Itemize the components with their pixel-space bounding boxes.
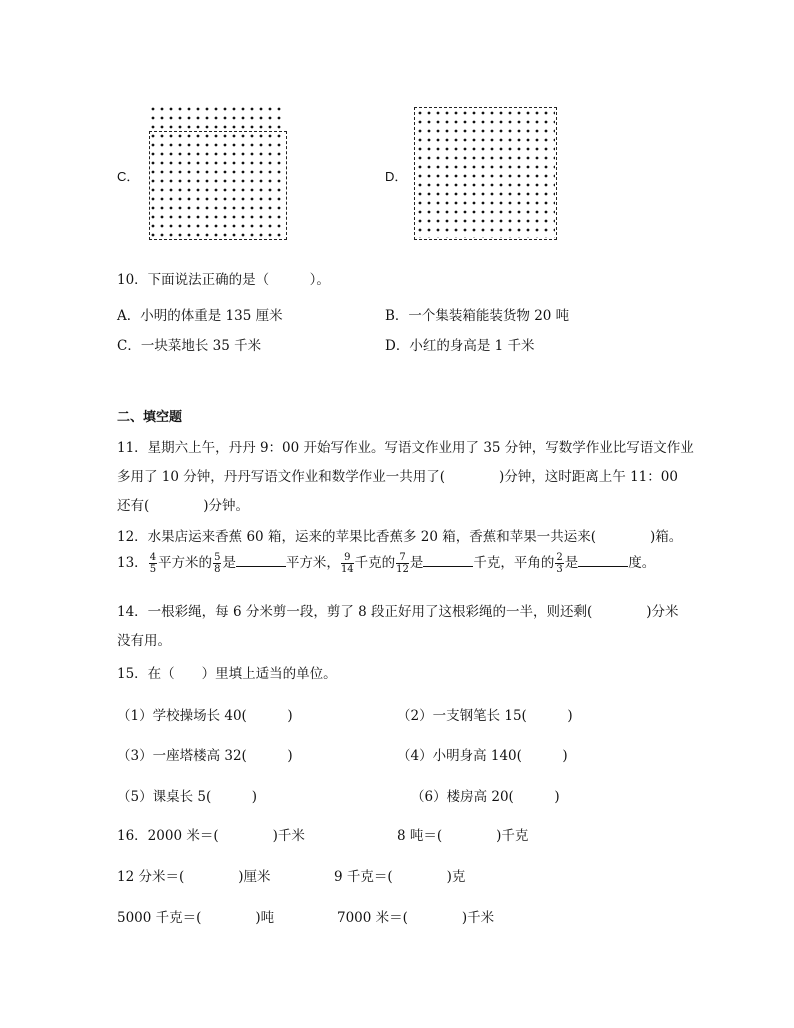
section-title: 二、填空题 <box>117 410 183 425</box>
q16-item-6[interactable]: 7000 米＝( )千米 <box>337 910 495 926</box>
figure-c-dashed-rectangle <box>149 131 287 240</box>
q11-line-3: 还有( )分钟。 <box>117 498 250 514</box>
q16-item-1[interactable]: 16．2000 米＝( )千米 <box>117 828 305 844</box>
q10-option-d[interactable]: D．小红的身高是 1 千米 <box>385 338 535 354</box>
q11-line-1: 11．星期六上午，丹丹 9：00 开始写作业。写语文作业用了 35 分钟，写数学作业比写语文作业 <box>117 440 694 456</box>
q13-text-5: 是 <box>409 555 424 571</box>
fraction-4-5: $\frac{4}{5}$ <box>149 552 157 575</box>
q16-item-2[interactable]: 8 吨＝( )千克 <box>397 828 529 844</box>
option-d-label[interactable]: D． <box>385 169 408 184</box>
q15-item-6[interactable]: （6）楼房高 20( ) <box>411 789 560 805</box>
figure-d-dashed-rectangle <box>414 107 557 240</box>
q13-text-2: 是 <box>222 555 236 571</box>
fraction-2-3: $\frac{2}{3}$ <box>556 552 563 575</box>
q14-line-2: 没有用。 <box>117 633 171 649</box>
q10-option-b[interactable]: B．一个集装箱能装货物 20 吨 <box>385 308 570 324</box>
q11-line-2: 多用了 10 分钟，丹丹写语文作业和数学作业一共用了( )分钟，这时距离上午 11：00 <box>117 469 678 485</box>
fraction-7-12: $\frac{7}{12}$ <box>396 552 409 575</box>
q13-text-3: 平方米， <box>285 555 340 571</box>
q10-option-a[interactable]: A．小明的体重是 135 厘米 <box>117 308 283 324</box>
q13-number: 13． <box>117 555 148 571</box>
q13-text-4: 千克的 <box>354 555 396 571</box>
fraction-5-8: $\frac{5}{8}$ <box>214 552 221 575</box>
option-c-label[interactable]: C． <box>117 169 140 184</box>
q15-item-1[interactable]: （1）学校操场长 40( ) <box>117 708 293 724</box>
q13-answer-blank-3[interactable] <box>578 554 628 567</box>
q13-text-6: 千克，平角的 <box>473 555 555 571</box>
q13-answer-blank-1[interactable] <box>236 554 286 567</box>
q13-text-7: 是 <box>564 555 579 571</box>
q15-item-2[interactable]: （2）一支钢笔长 15( ) <box>397 708 573 724</box>
q13-text-1: 平方米的 <box>158 555 213 571</box>
q13-text-8: 度。 <box>628 555 656 571</box>
fraction-9-14: $\frac{9}{14}$ <box>340 552 354 575</box>
q13-answer-blank-2[interactable] <box>423 554 473 567</box>
q15-stem: 15．在（ ）里填上适当的单位。 <box>117 666 337 682</box>
q16-item-5[interactable]: 5000 千克＝( )吨 <box>117 910 275 926</box>
q16-item-4[interactable]: 9 千克＝( )克 <box>334 869 466 885</box>
q10-option-c[interactable]: C．一块菜地长 35 千米 <box>117 338 262 354</box>
q14-line-1: 14．一根彩绳，每 6 分米剪一段，剪了 8 段正好用了这根彩绳的一半，则还剩( )分米 <box>117 604 679 620</box>
q15-item-5[interactable]: （5）课桌长 5( ) <box>117 789 258 805</box>
q16-item-3[interactable]: 12 分米＝( )厘米 <box>117 869 271 885</box>
q15-item-3[interactable]: （3）一座塔楼高 32( ) <box>117 748 293 764</box>
q12-text: 12．水果店运来香蕉 60 箱，运来的苹果比香蕉多 20 箱，香蕉和苹果一共运来( )箱。 <box>117 529 683 545</box>
q10-stem: 10．下面说法正确的是（ ）。 <box>117 272 330 288</box>
q15-item-4[interactable]: （4）小明身高 140( ) <box>397 748 568 764</box>
q13-line <box>117 551 655 575</box>
